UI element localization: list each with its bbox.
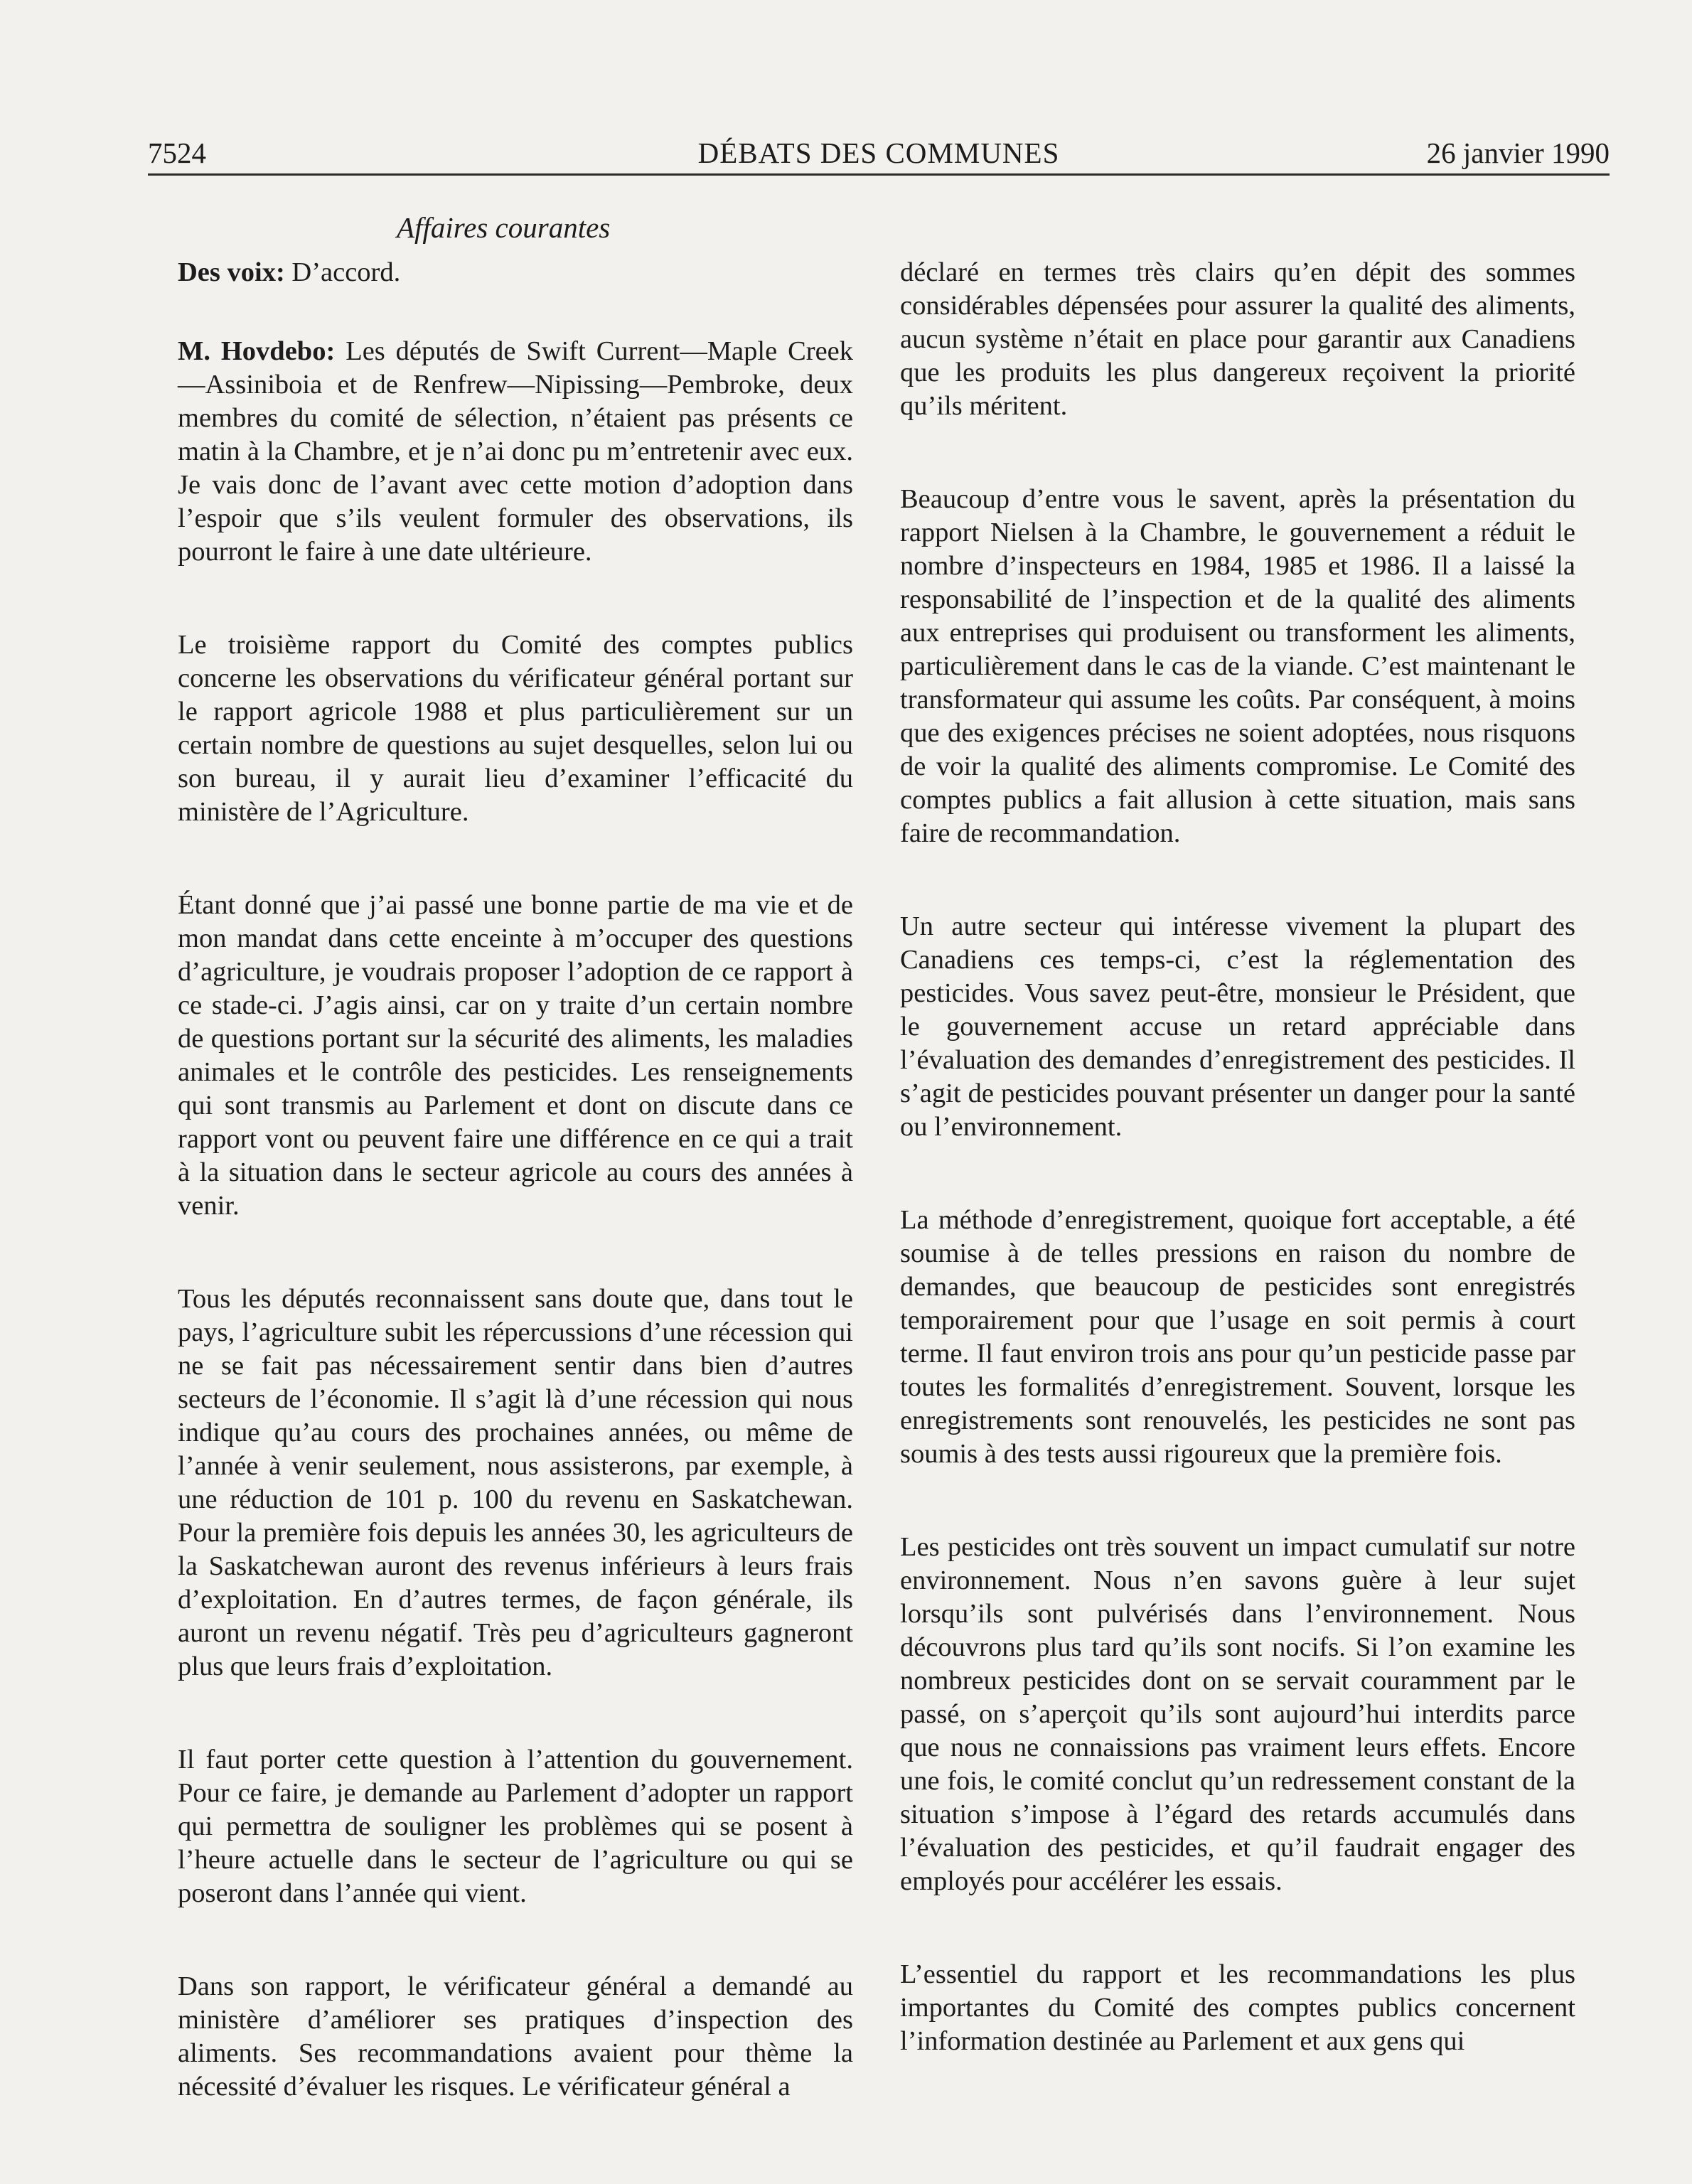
page-header <box>148 132 1610 176</box>
paragraph: L’essentiel du rapport et les recommandations les plus importantes du Comité des comptes publics concernent l’information destinée au Parlement et aux gens qui <box>900 1959 1575 2056</box>
paragraph-text: Les députés de Swift Current—Maple Creek—Assiniboia et de Renfrew—Nipissing—Pembroke, deux membres du comité de sélection, n’étaient pas présents ce matin à la Chambre, et je n’ai donc pu m’entretenir avec eux. Je vais donc de l’avant avec cette motion d’adoption dans l’espoir que s’ils veulent formuler des observations, ils pourront le faire à une date ultérieure. <box>178 336 853 567</box>
paragraph: La méthode d’enregistrement, quoique fort acceptable, a été soumise à de telles pressions en raison du nombre de demandes, que beaucoup de pesticides sont enregistrés temporairement pour que l’usage en soit permis à court terme. Il faut environ trois ans pour qu’un pesticide passe par toutes les formalités d’enregistrement. Souvent, lorsque les enregistrements sont renouvelés, les pesticides ne sont pas soumis à des tests aussi rigoureux que la première fois. <box>900 1205 1575 1469</box>
section-label: Affaires courantes <box>397 211 611 244</box>
speaker-name: M. Hovdebo: <box>178 336 336 366</box>
paragraph: Il faut porter cette question à l’attention du gouvernement. Pour ce faire, je demande au Parlement d’adopter un rapport qui permettra de souligner les problèmes qui se posent à l’heure actuelle dans le secteur de l’agriculture ou qui se poseront dans l’année qui vient. <box>178 1745 853 1908</box>
publication-date: 26 janvier 1990 <box>1426 136 1610 169</box>
paragraph <box>178 335 853 569</box>
paragraph: déclaré en termes très clairs qu’en dépit des sommes considérables dépensées pour assurer la qualité des aliments, aucun système n’était en place pour garantir aux Canadiens que les produits les plus dangereux reçoivent la priorité qu’ils méritent. <box>900 257 1575 421</box>
paragraph: Beaucoup d’entre vous le savent, après la présentation du rapport Nielsen à la Chambre, le gouvernement a réduit le nombre d’inspecteurs en 1984, 1985 et 1986. Il a laissé la responsabilité de l’inspection et de la qualité des aliments aux entreprises qui produisent ou transforment les aliments, particulièrement dans le cas de la viande. C’est maintenant le transformateur qui assume les coûts. Par conséquent, à moins que des exigences précises ne soient adoptées, nous risquons de voir la qualité des aliments compromise. Le Comité des comptes publics a fait allusion à cette situation, mais sans faire de recommandation. <box>900 484 1575 848</box>
paragraph: Les pesticides ont très souvent un impact cumulatif sur notre environnement. Nous n’en savons guère à leur sujet lorsqu’ils sont pulvérisés dans l’environnement. Nous découvrons plus tard qu’ils sont nocifs. Si l’on examine les nombreux pesticides dont on se servait couramment par le passé, on s’aperçoit qu’ils sont aujourd’hui interdits parce que nous ne connaissions pas vraiment leurs effets. Encore une fois, le comité conclut qu’un redressement constant de la situation s’impose à l’égard des retards accumulés dans l’évaluation des pesticides, et qu’il faudrait engager des employés pour accélérer les essais. <box>900 1532 1575 1896</box>
paragraph <box>178 256 853 289</box>
paragraph: Dans son rapport, le vérificateur général a demandé au ministère d’améliorer ses pratiques d’inspection des aliments. Ses recommandations avaient pour thème la nécessité d’évaluer les risques. Le vérificateur général a <box>178 1971 853 2102</box>
paragraph: Le troisième rapport du Comité des comptes publics concerne les observations du vérificateur général portant sur le rapport agricole 1988 et plus particulièrement sur un certain nombre de questions au sujet desquelles, selon lui ou son bureau, il y aurait lieu d’examiner l’efficacité du ministère de l’Agriculture. <box>178 630 853 827</box>
paragraph: Un autre secteur qui intéresse vivement la plupart des Canadiens ces temps-ci, c’est la réglementation des pesticides. Vous savez peut-être, monsieur le Président, que le gouvernement accuse un retard appréciable dans l’évaluation des demandes d’enregistrement des pesticides. Il s’agit de pesticides pouvant présenter un danger pour la santé ou l’environnement. <box>900 911 1575 1142</box>
left-column <box>178 256 853 2104</box>
paragraph: Tous les députés reconnaissent sans doute que, dans tout le pays, l’agriculture subit les répercussions d’une récession qui ne se fait pas nécessairement sentir dans bien d’autres secteurs de l’économie. Il s’agit là d’une récession qui nous indique qu’au cours des prochaines années, ou même de l’année à venir seulement, nous assisterons, par exemple, à une réduction de 101 p. 100 du revenu en Saskatchewan. Pour la première fois depuis les années 30, les agriculteurs de la Saskatchewan auront des revenus inférieurs à leurs frais d’exploitation. En d’autres termes, de façon générale, ils auront un revenu négatif. Très peu d’agriculteurs gagneront plus que leurs frais d’exploitation. <box>178 1284 853 1681</box>
paragraph: Étant donné que j’ai passé une bonne partie de ma vie et de mon mandat dans cette enceinte à m’occuper des questions d’agriculture, je voudrais proposer l’adoption de ce rapport à ce stade-ci. J’agis ainsi, car on y traite d’un certain nombre de questions portant sur la sécurité des aliments, les maladies animales et le contrôle des pesticides. Les renseignements qui sont transmis au Parlement et dont on discute dans ce rapport vont ou peuvent faire une différence en ce qui a trait à la situation dans le secteur agricole au cours des années à venir. <box>178 890 853 1221</box>
publication-title: DÉBATS DES COMMUNES <box>697 136 1060 169</box>
page-number: 7524 <box>148 136 206 169</box>
right-column <box>900 256 1575 2058</box>
paragraph-text: D’accord. <box>284 257 401 287</box>
speaker-name: Des voix: <box>178 257 285 287</box>
